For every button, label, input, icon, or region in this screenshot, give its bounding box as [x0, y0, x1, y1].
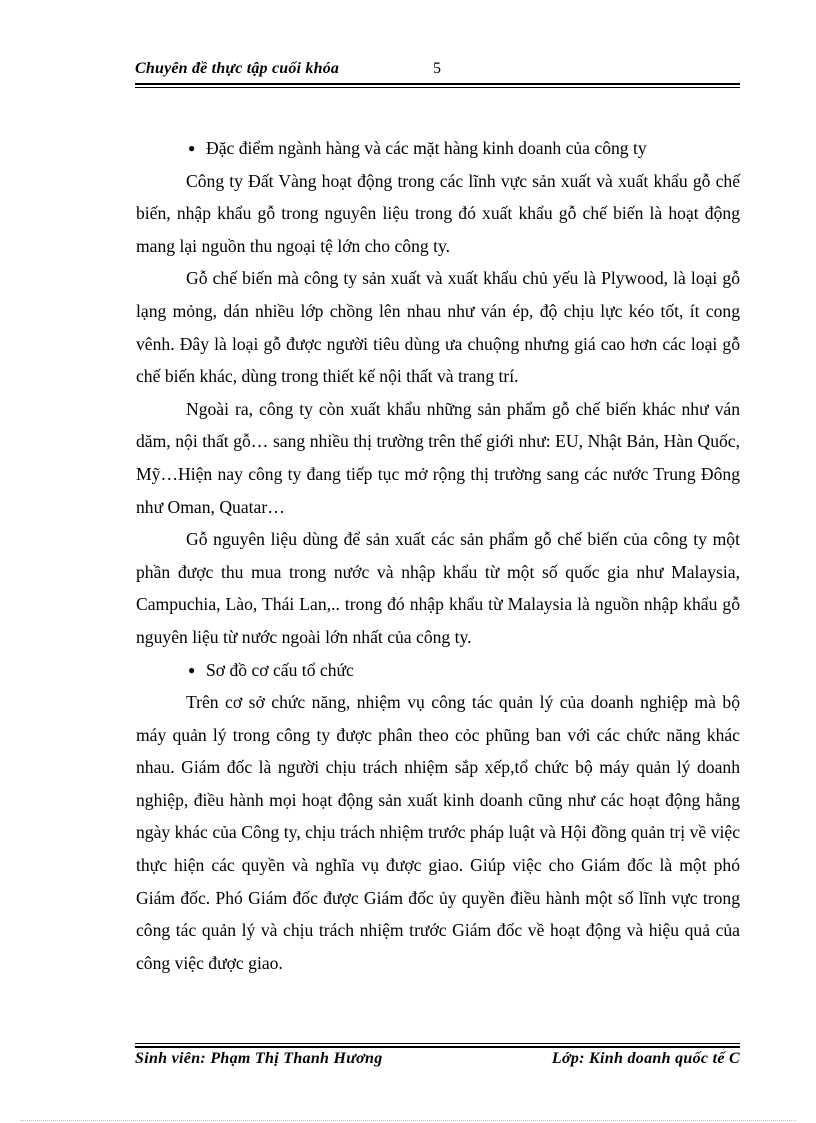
- section-heading-products: [136, 132, 740, 165]
- paragraph: Gỗ nguyên liệu dùng để sản xuất các sản phẩm gỗ chế biến của công ty một phần được thu mua trong nước và nhập khẩu từ một số quốc gia như Malaysia, Campuchia, Lào, Thái Lan,.. trong đó nhập khẩu từ Malaysia là nguồn nhập khẩu gỗ nguyên liệu từ nước ngoài lớn nhất của công ty.: [136, 529, 740, 647]
- header-title: Chuyên đề thực tập cuối khóa: [135, 60, 340, 77]
- page-number: 5: [433, 60, 441, 77]
- section-heading-organization: [136, 654, 740, 687]
- paragraph: Trên cơ sở chức năng, nhiệm vụ công tác quản lý của doanh nghiệp mà bộ máy quản lý trong công ty được phân theo cỏc phũng ban với các chức năng khác nhau. Giám đốc là người chịu trách nhiệm sắp xếp,tổ chức bộ máy quản lý doanh nghiệp, điều hành mọi hoạt động sản xuất kinh doanh cũng như các hoạt động hằng ngày khác của Công ty, chịu trách nhiệm trước pháp luật và Hội đồng quản trị về việc thực hiện các quyền và nghĩa vụ được giao. Giúp việc cho Giám đốc là một phó Giám đốc. Phó Giám đốc được Giám đốc ủy quyền điều hành một số lĩnh vực trong công tác quản lý và chịu trách nhiệm trước Giám đốc về hoạt động và hiệu quả của công việc được giao.: [136, 692, 740, 973]
- bullet-icon: ●: [188, 141, 196, 155]
- document-body: [136, 132, 740, 979]
- page-footer: [135, 1050, 740, 1072]
- footer-rule-bottom: [135, 1046, 740, 1048]
- section-heading-text: Sơ đồ cơ cấu tổ chức: [206, 659, 354, 680]
- footer-class: Lớp: Kinh doanh quốc tế C: [551, 1050, 740, 1067]
- footer-rule-top: [135, 1043, 740, 1044]
- paragraph: Ngoài ra, công ty còn xuất khẩu những sản phẩm gỗ chế biến khác như ván dăm, nội thất gỗ… sang nhiều thị trường trên thế giới như: EU, Nhật Bản, Hàn Quốc, Mỹ…Hiện nay công ty đang tiếp tục mở rộng thị trường sang các nước Trung Đông như Oman, Quatar…: [136, 398, 740, 517]
- page-header: [135, 60, 740, 82]
- footer-student: Sinh viên: Phạm Thị Thanh Hương: [135, 1050, 383, 1067]
- header-rule-top: [135, 83, 740, 85]
- header-rule-bottom: [135, 87, 740, 88]
- section-heading-text: Đặc điểm ngành hàng và các mặt hàng kinh doanh của công ty: [206, 138, 647, 158]
- paragraph: Gỗ chế biến mà công ty sản xuất và xuất khẩu chủ yếu là Plywood, là loại gỗ lạng mỏng, dán nhiều lớp chồng lên nhau như ván ép, độ chịu lực kéo tốt, ít cong vênh. Đây là loại gỗ được người tiêu dùng ưa chuộng nhưng giá cao hơn các loại gỗ chế biến khác, dùng trong thiết kế nội thất và trang trí.: [136, 268, 740, 387]
- bullet-icon: ●: [188, 662, 196, 677]
- paragraph: Công ty Đất Vàng hoạt động trong các lĩnh vực sản xuất và xuất khẩu gỗ chế biến, nhập khẩu gỗ trong nguyên liệu trong đó xuất khẩu gỗ chế biến là hoạt động mang lại nguồn thu ngoại tệ lớn cho công ty.: [136, 170, 740, 256]
- page-edge-divider: [20, 1120, 796, 1121]
